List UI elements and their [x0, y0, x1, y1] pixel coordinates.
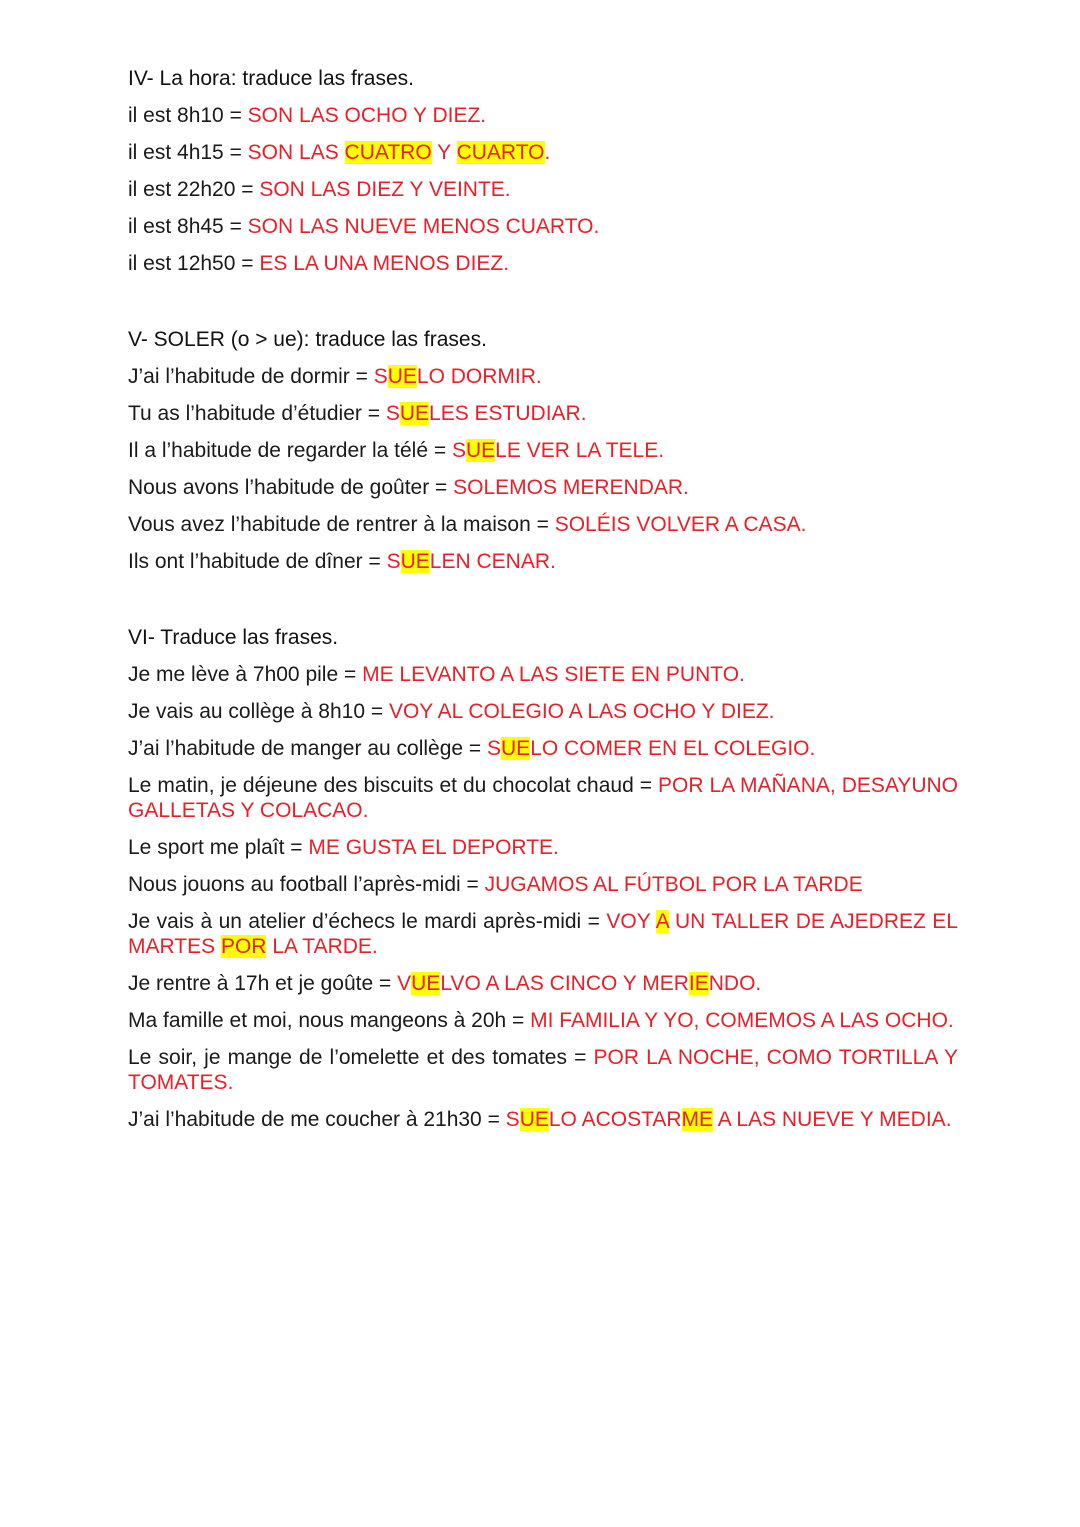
exercise-line: [128, 662, 958, 687]
exercise-line: [128, 909, 958, 959]
exercise-line: [128, 251, 958, 276]
question-text: Nous jouons au football l’après-midi =: [128, 873, 485, 896]
answer-text: S: [451, 439, 466, 462]
answer-text: NDO.: [708, 972, 762, 995]
answer-text: LA TARDE.: [266, 935, 378, 958]
exercise-line: [128, 475, 958, 500]
highlighted-answer-text: UE: [465, 439, 496, 462]
question-text: Je vais à un atelier d’échecs le mardi après-midi =: [128, 910, 607, 933]
exercise-line: [128, 773, 958, 823]
answer-text: V: [397, 972, 412, 995]
section-heading: V- SOLER (o > ue): traduce las frases.: [128, 328, 487, 351]
exercise-line: [128, 401, 958, 426]
answer-text: LES ESTUDIAR.: [429, 402, 587, 425]
question-text: il est 8h10 =: [128, 104, 248, 127]
section-soler: [128, 327, 958, 574]
highlighted-answer-text: UE: [400, 550, 430, 573]
exercise-line: [128, 1008, 958, 1033]
exercise-line: [128, 1045, 958, 1095]
answer-text: LEN CENAR.: [429, 550, 556, 573]
exercise-line: [128, 549, 958, 574]
highlighted-answer-text: CUARTO: [456, 141, 545, 164]
answer-text: LO DORMIR.: [416, 365, 542, 388]
question-text: Je me lève à 7h00 pile =: [128, 663, 363, 686]
answer-text: POR LA NOCHE, COMO TORTILLA Y TOMATES.: [128, 1046, 958, 1094]
question-text: Ma famille et moi, nous mangeons à 20h =: [128, 1009, 531, 1032]
exercise-line: [128, 140, 958, 165]
question-text: il est 8h45 =: [128, 215, 248, 238]
section-heading: IV- La hora: traduce las frases.: [128, 67, 414, 90]
question-text: Nous avons l’habitude de goûter =: [128, 476, 454, 499]
exercise-line: [128, 512, 958, 537]
answer-text: LO COMER EN EL COLEGIO.: [530, 737, 816, 760]
exercise-line: [128, 103, 958, 128]
exercise-line: [128, 438, 958, 463]
answer-text: LE VER LA TELE.: [495, 439, 665, 462]
question-text: Vous avez l’habitude de rentrer à la maison =: [128, 513, 555, 536]
answer-text: UN TALLER DE AJEDREZ EL MARTES: [128, 910, 958, 958]
question-text: Le sport me plaît =: [128, 836, 309, 859]
answer-text: SOLEMOS MERENDAR.: [453, 476, 689, 499]
answer-text: ES LA UNA MENOS DIEZ.: [259, 252, 510, 275]
section-heading: VI- Traduce las frases.: [128, 626, 339, 649]
answer-text: SON LAS: [247, 141, 345, 164]
highlighted-answer-text: UE: [399, 402, 430, 425]
answer-text: A LAS NUEVE Y MEDIA.: [713, 1108, 952, 1131]
highlighted-answer-text: UE: [387, 365, 417, 388]
section-traduce: [128, 625, 958, 1132]
highlighted-answer-text: UE: [411, 972, 441, 995]
exercise-line: [128, 971, 958, 996]
section-la-hora: [128, 66, 958, 276]
answer-text: SON LAS DIEZ Y VEINTE.: [259, 178, 511, 201]
highlighted-answer-text: A: [655, 910, 669, 933]
question-text: Ils ont l’habitude de dîner =: [128, 550, 387, 573]
exercise-line: [128, 364, 958, 389]
exercise-line: [128, 699, 958, 724]
answer-text: JUGAMOS AL FÚTBOL POR LA TARDE: [484, 873, 863, 896]
question-text: Je rentre à 17h et je goûte =: [128, 972, 398, 995]
question-text: Tu as l’habitude d’étudier =: [128, 402, 386, 425]
exercise-line: [128, 872, 958, 897]
answer-text: ME GUSTA EL DEPORTE.: [308, 836, 559, 859]
answer-text: POR LA MAÑANA, DESAYUNO GALLETAS Y COLACAO.: [128, 774, 958, 822]
exercise-line: [128, 835, 958, 860]
question-text: Le soir, je mange de l’omelette et des tomates =: [128, 1046, 594, 1069]
answer-text: S: [487, 737, 502, 760]
highlighted-answer-text: ME: [681, 1108, 714, 1131]
answer-text: S: [386, 550, 401, 573]
answer-text: Y: [431, 141, 457, 164]
exercise-line: [128, 1107, 958, 1132]
question-text: J’ai l’habitude de me coucher à 21h30 =: [128, 1108, 506, 1131]
question-text: J’ai l’habitude de dormir =: [128, 365, 374, 388]
answer-text: VOY AL COLEGIO A LAS OCHO Y DIEZ.: [388, 700, 775, 723]
answer-text: LO ACOSTAR: [548, 1108, 682, 1131]
answer-text: LVO A LAS CINCO Y MER: [440, 972, 689, 995]
highlighted-answer-text: POR: [220, 935, 267, 958]
exercise-line: [128, 736, 958, 761]
exercise-line: [128, 214, 958, 239]
highlighted-answer-text: IE: [688, 972, 709, 995]
answer-text: VOY: [606, 910, 656, 933]
question-text: il est 22h20 =: [128, 178, 260, 201]
answer-text: SOLÉIS VOLVER A CASA.: [554, 513, 807, 536]
answer-text: ME LEVANTO A LAS SIETE EN PUNTO.: [362, 663, 745, 686]
question-text: Il a l’habitude de regarder la télé =: [128, 439, 452, 462]
answer-text: SON LAS OCHO Y DIEZ.: [247, 104, 487, 127]
question-text: Je vais au collège à 8h10 =: [128, 700, 389, 723]
highlighted-answer-text: UE: [519, 1108, 549, 1131]
highlighted-answer-text: CUATRO: [344, 141, 432, 164]
question-text: J’ai l’habitude de manger au collège =: [128, 737, 487, 760]
question-text: Le matin, je déjeune des biscuits et du chocolat chaud =: [128, 774, 658, 797]
answer-text: S: [505, 1108, 520, 1131]
answer-text: MI FAMILIA Y YO, COMEMOS A LAS OCHO.: [530, 1009, 954, 1032]
highlighted-answer-text: UE: [501, 737, 531, 760]
answer-text: SON LAS NUEVE MENOS CUARTO.: [247, 215, 600, 238]
answer-text: S: [385, 402, 400, 425]
answer-text: S: [373, 365, 388, 388]
question-text: il est 4h15 =: [128, 141, 248, 164]
exercise-line: [128, 177, 958, 202]
question-text: il est 12h50 =: [128, 252, 260, 275]
answer-text: .: [544, 141, 551, 164]
